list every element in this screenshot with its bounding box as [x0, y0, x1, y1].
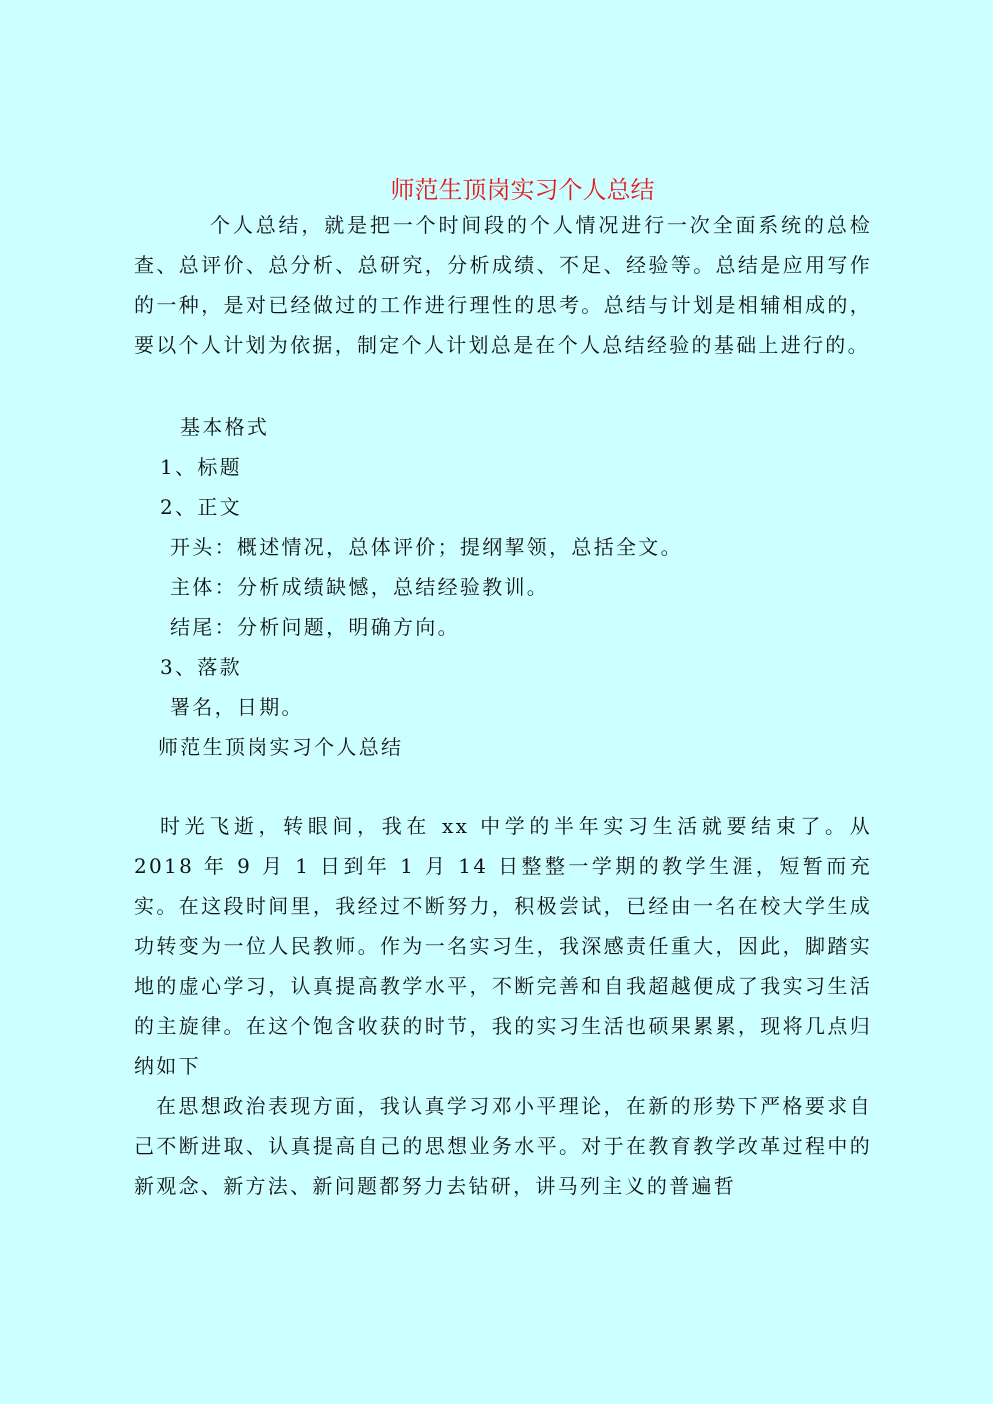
- summary-paragraph-2: 在思想政治表现方面，我认真学习邓小平理论，在新的形势下严格要求自己不断进取、认真提高自己的思想业务水平。对于在教育教学改革过程中的新观念、新方法、新问题都努力去钻研，讲马列主义的普遍哲: [134, 1094, 872, 1198]
- body-ending-line: 结尾：分析问题，明确方向。: [170, 615, 460, 639]
- signoff-detail: 署名，日期。: [170, 695, 304, 719]
- body-opening-line: 开头：概述情况，总体评价；提纲挈领，总括全文。: [170, 535, 683, 559]
- format-item-body: 2、正文: [160, 495, 242, 519]
- intro-paragraph: 个人总结，就是把一个时间段的个人情况进行一次全面系统的总检查、总评价、总分析、总研究，分析成绩、不足、经验等。总结是应用写作的一种，是对已经做过的工作进行理性的思考。总结与计划是相辅相成的，要以个人计划为依据，制定个人计划总是在个人总结经验的基础上进行的。: [134, 213, 872, 357]
- summary-paragraph-1: 时光飞逝，转眼间，我在 xx 中学的半年实习生活就要结束了。从 2018 年 9 月 1 日到年 1 月 14 日整整一学期的教学生涯，短暂而充实。在这段时间里，我经过不断努力，积极尝试，已经由一名在校大学生成功转变为一位人民教师。作为一名实习生，我深感责任重大，因此，脚踏实地的虚心学习，认真提高教学水平，不断完善和自我超越便成了我实习生活的主旋律。在这个饱含收获的时节，我的实习生活也硕果累累，现将几点归纳如下: [134, 814, 872, 1078]
- format-heading: 基本格式: [180, 415, 270, 439]
- format-item-signoff: 3、落款: [160, 655, 242, 679]
- body-main-line: 主体：分析成绩缺憾，总结经验教训。: [170, 575, 550, 599]
- format-item-title: 1、标题: [160, 455, 242, 479]
- section-subtitle: 师范生顶岗实习个人总结: [158, 735, 404, 759]
- document-title: 师范生顶岗实习个人总结: [390, 176, 655, 204]
